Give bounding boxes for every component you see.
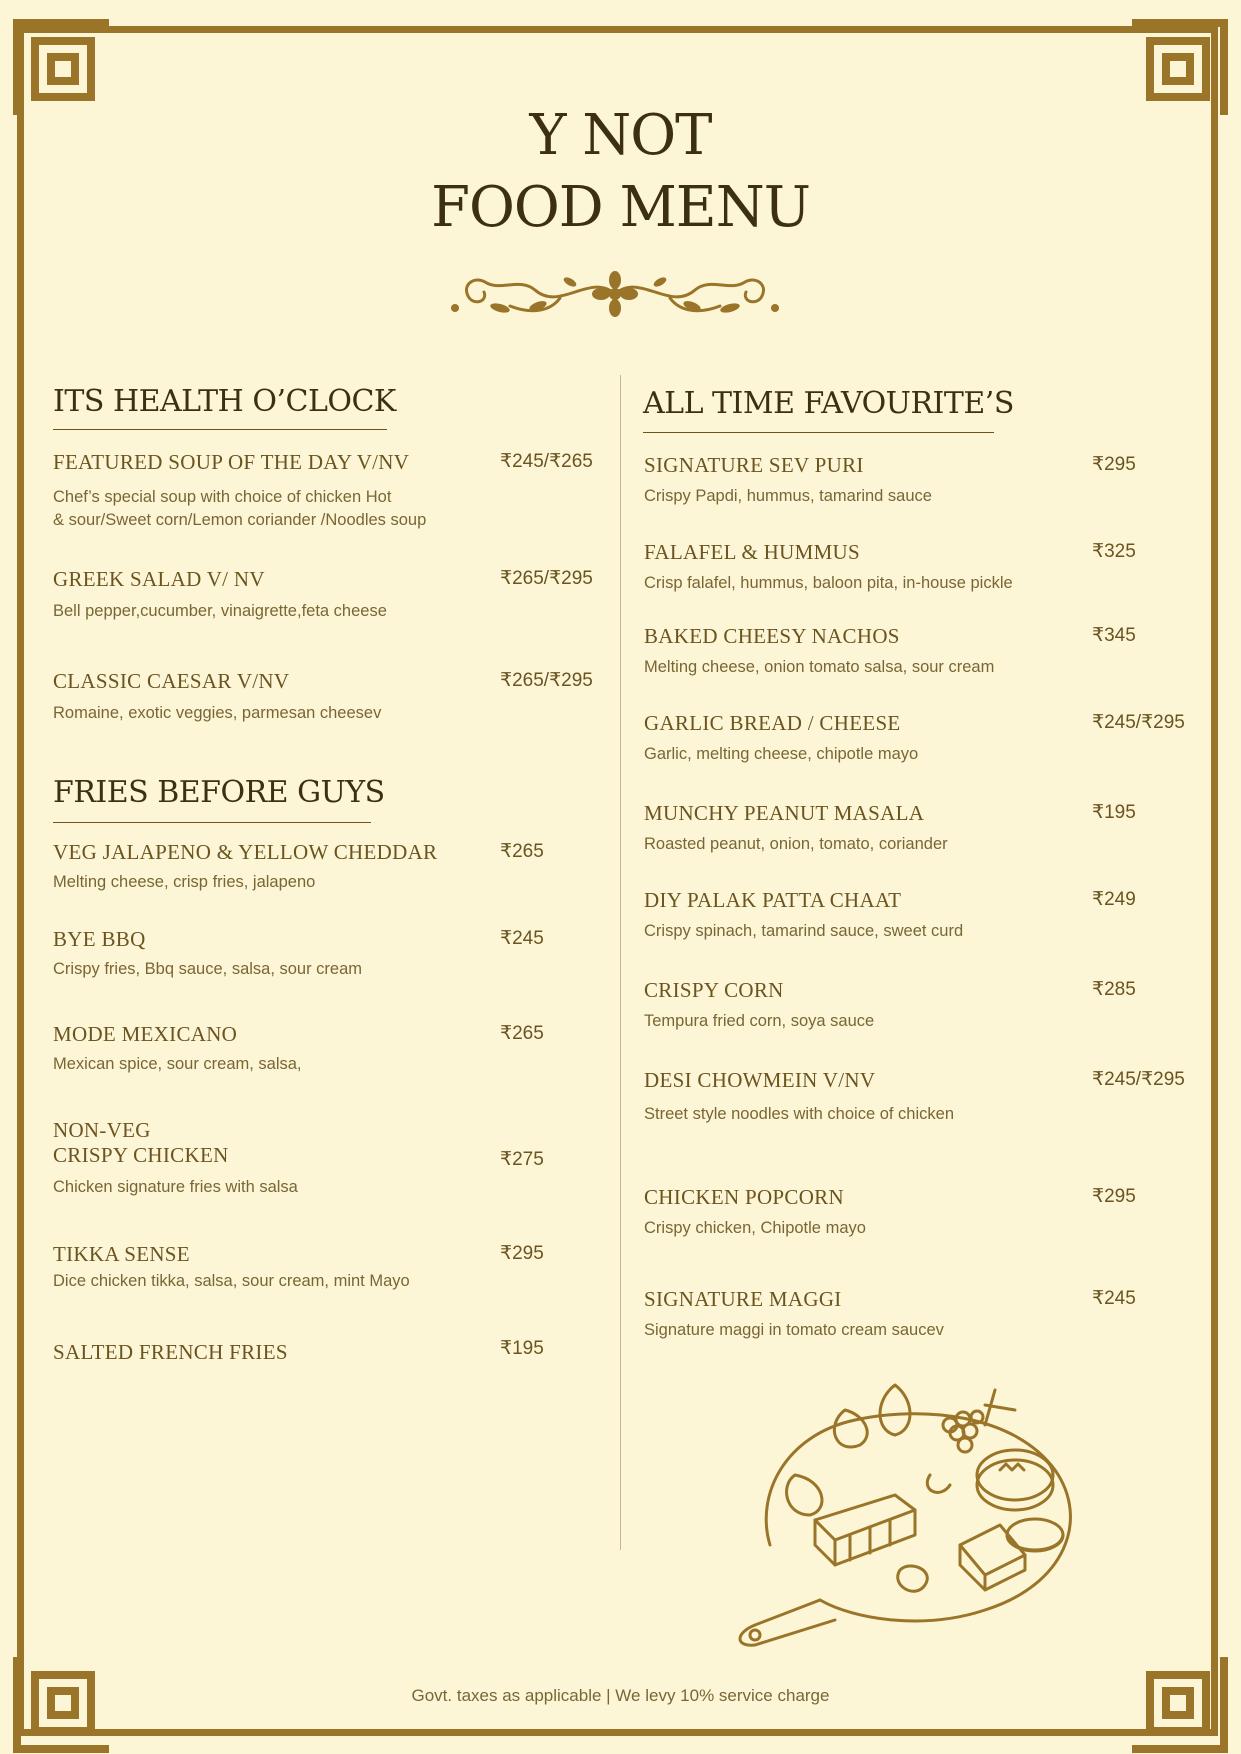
menu-item-price: ₹265: [500, 841, 544, 862]
menu-item-desc: Crispy spinach, tamarind sauce, sweet curd: [644, 922, 964, 940]
section-heading-fries: FRIES BEFORE GUYS: [53, 775, 385, 810]
menu-item-price: ₹275: [500, 1149, 544, 1170]
menu-item-price: ₹195: [500, 1338, 544, 1359]
menu-item-name: SIGNATURE MAGGI: [644, 1287, 842, 1311]
menu-item-desc: Crispy fries, Bbq sauce, salsa, sour cream: [53, 960, 363, 978]
menu-item-name: GARLIC BREAD / CHEESE: [644, 711, 901, 735]
section-underline: [53, 822, 371, 823]
menu-item-price: ₹245/₹295: [1092, 712, 1185, 733]
menu-item-price: ₹325: [1092, 541, 1136, 562]
menu-item-desc: Garlic, melting cheese, chipotle mayo: [644, 745, 919, 763]
menu-item-price: ₹295: [1092, 1186, 1136, 1207]
menu-item-name: MODE MEXICANO: [53, 1022, 238, 1046]
floral-flourish-icon: [440, 262, 790, 326]
menu-item-name: NON-VEG: [53, 1118, 151, 1142]
menu-item-price: ₹195: [1092, 802, 1136, 823]
menu-item-price: ₹295: [1092, 454, 1136, 475]
menu-item-name: VEG JALAPENO & YELLOW CHEDDAR: [53, 840, 438, 864]
menu-item-desc: Crispy Papdi, hummus, tamarind sauce: [644, 487, 932, 505]
menu-item-price: ₹245/₹265: [500, 451, 593, 472]
menu-item-desc: Signature maggi in tomato cream saucev: [644, 1321, 944, 1339]
menu-item-name: CRISPY CORN: [644, 978, 784, 1002]
menu-item-price: ₹245: [500, 928, 544, 949]
menu-item-desc: Melting cheese, crisp fries, jalapeno: [53, 873, 316, 891]
menu-item-desc: & sour/Sweet corn/Lemon coriander /Noodles soup: [53, 511, 427, 529]
menu-item-desc: Chicken signature fries with salsa: [53, 1178, 298, 1196]
menu-item-name: CLASSIC CAESAR V/NV: [53, 669, 290, 693]
menu-item-name: BYE BBQ: [53, 927, 146, 951]
column-divider: [620, 375, 621, 1550]
menu-item-name: DIY PALAK PATTA CHAAT: [644, 888, 902, 912]
section-heading-favourites: ALL TIME FAVOURITE’S: [643, 386, 1014, 421]
menu-item-desc: Chef’s special soup with choice of chicken Hot: [53, 488, 392, 506]
menu-item-name: DESI CHOWMEIN V/NV: [644, 1068, 876, 1092]
menu-title-line1: Y NOT: [529, 103, 712, 168]
menu-title-line2: FOOD MENU: [431, 175, 810, 240]
menu-item-desc: Crispy chicken, Chipotle mayo: [644, 1219, 866, 1237]
menu-item-name: GREEK SALAD V/ NV: [53, 567, 265, 591]
menu-item-price: ₹295: [500, 1243, 544, 1264]
menu-item-price: ₹345: [1092, 625, 1136, 646]
menu-item-desc: Romaine, exotic veggies, parmesan cheesev: [53, 704, 382, 722]
menu-item-desc: Street style noodles with choice of chicken: [644, 1105, 954, 1123]
menu-item-desc: Tempura fried corn, soya sauce: [644, 1012, 875, 1030]
footer-note: Govt. taxes as applicable | We levy 10% service charge: [411, 1686, 830, 1705]
menu-item-name: CRISPY CHICKEN: [53, 1143, 229, 1167]
menu-item-name: BAKED CHEESY NACHOS: [644, 624, 900, 648]
menu-item-name: TIKKA SENSE: [53, 1242, 190, 1266]
menu-item-name: SIGNATURE SEV PURI: [644, 453, 864, 477]
menu-item-price: ₹265: [500, 1023, 544, 1044]
menu-item-desc: Crisp falafel, hummus, baloon pita, in-house pickle: [644, 574, 1013, 592]
menu-item-price: ₹245: [1092, 1288, 1136, 1309]
menu-item-name: MUNCHY PEANUT MASALA: [644, 801, 925, 825]
menu-item-price: ₹245/₹295: [1092, 1069, 1185, 1090]
menu-item-desc: Dice chicken tikka, salsa, sour cream, mint Mayo: [53, 1272, 410, 1290]
section-underline: [53, 429, 387, 430]
menu-item-price: ₹265/₹295: [500, 670, 593, 691]
menu-item-name: FALAFEL & HUMMUS: [644, 540, 860, 564]
menu-item-name: SALTED FRENCH FRIES: [53, 1340, 288, 1364]
menu-item-price: ₹265/₹295: [500, 568, 593, 589]
menu-item-desc: Roasted peanut, onion, tomato, coriander: [644, 835, 948, 853]
menu-item-desc: Melting cheese, onion tomato salsa, sour cream: [644, 658, 995, 676]
menu-item-desc: Bell pepper,cucumber, vinaigrette,feta cheese: [53, 602, 387, 620]
menu-item-name: FEATURED SOUP OF THE DAY V/NV: [53, 450, 410, 474]
menu-item-desc: Mexican spice, sour cream, salsa,: [53, 1055, 302, 1073]
menu-item-price: ₹249: [1092, 889, 1136, 910]
food-platter-icon: [725, 1375, 1100, 1650]
section-underline: [643, 432, 994, 433]
section-heading-health: ITS HEALTH O’CLOCK: [53, 384, 396, 419]
menu-item-price: ₹285: [1092, 979, 1136, 1000]
menu-item-name: CHICKEN POPCORN: [644, 1185, 844, 1209]
